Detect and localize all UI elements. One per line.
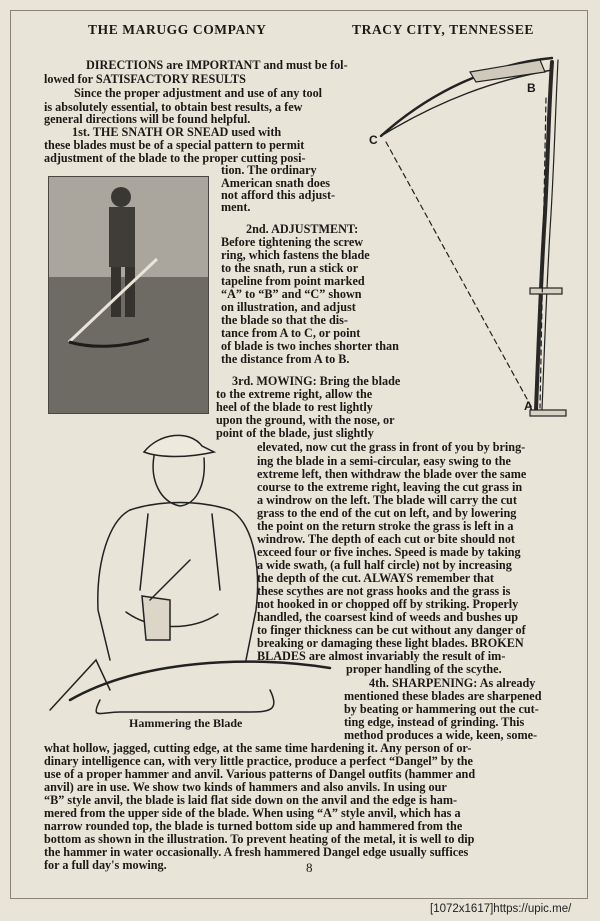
text-line: the point on the return stroke the grass is left in a [257,519,514,533]
text-line: heel of the blade to rest lightly [216,400,373,414]
text-line: adjustment of the blade to the proper cutting posi- [44,151,306,165]
text-line: tapeline from point marked [221,274,365,288]
text-line: what hollow, jagged, cutting edge, at the same time hardening it. Any person of or- [44,741,472,755]
text-line: general directions will be found helpful. [44,112,251,126]
text-line: exceed four or five inches. Speed is made by taking [257,545,521,559]
text-line: breaking or damaging these light blades. BROKEN [257,636,524,650]
text-line: ment. [221,200,251,214]
text-line: these blades must be of a special pattern to permit [44,138,305,152]
text-line: “B” style anvil, the blade is laid flat side down on the anvil and the edge is ham- [44,793,458,807]
text-line: for a full day's mowing. [44,858,167,872]
text-line: 4th. SHARPENING: As already [369,676,536,690]
text-line: the blade so that the dis- [221,313,348,327]
page-number: 8 [306,860,313,875]
text-line: these scythes are not grass hooks and the grass is [257,584,511,598]
text-line: not afford this adjust- [221,188,336,202]
text-line: ing the blade in a semi-circular, easy swing to the [257,454,511,468]
text-line: the hammer in water occasionally. A fresh hammered Dangel edge usually suffices [44,845,469,859]
text-line: narrow rounded top, the blade is turned bottom side up and hammered from the [44,819,463,833]
text-line: to finger thickness can be cut without any danger of [257,623,526,637]
text-line: grass to the end of the cut on left, and by lowering [257,506,517,520]
text-line: 2nd. ADJUSTMENT: [246,222,359,236]
text-line: “A” to “B” and “C” shown [221,287,362,301]
text-line: a windrow on the left. The blade will carry the cut [257,493,517,507]
label-c: C [369,133,378,147]
text-line: is absolutely essential, to obtain best results, a few [44,100,303,114]
source-credit: [1072x1617]https://upic.me/ [430,903,572,915]
text-line: course to the extreme right, leaving the cut grass in [257,480,523,494]
text-line: anvil) are in use. We show two kinds of hammers and also anvils. In using our [44,780,447,794]
text-line: windrow. The depth of each cut or bite should not [257,532,516,546]
text-line: the depth of the cut. ALWAYS remember that [257,571,494,585]
text-line: not hooked in or chopped off by striking. Properly [257,597,519,611]
label-b: B [527,81,536,95]
label-a: A [524,399,533,413]
text-line: bottom as shown in the illustration. To prevent heating of the metal, it is well to dip [44,832,475,846]
text-line: elevated, now cut the grass in front of you by bring- [257,440,526,454]
text-line: American snath does [221,176,331,190]
text-line: mentioned these blades are sharpened [344,689,542,703]
text-line: use of a proper hammer and anvil. Various patterns of Dangel outfits (hammer and [44,767,476,781]
text-line: by beating or hammering out the cut- [344,702,539,716]
text-line: extreme left, then withdraw the blade over the same [257,467,527,481]
text-line: 1st. THE SNATH OR SNEAD used with [72,125,282,139]
text-line: Since the proper adjustment and use of any tool [74,86,323,100]
text-line: lowed for SATISFACTORY RESULTS [44,72,246,86]
text-line: mered from the upper side of the blade. When using “A” style anvil, which has a [44,806,461,820]
text-line: Before tightening the screw [221,235,364,249]
text-line: tion. The ordinary [221,163,317,177]
text-line: to the snath, run a stick or [221,261,359,275]
text-line: ring, which fastens the blade [221,248,370,262]
text-line: upon the ground, with the nose, or [216,413,395,427]
text-line: the distance from A to B. [221,352,350,366]
text-line: BLADES are almost invariably the result of im- [257,649,506,663]
text-line: proper handling of the scythe. [346,662,502,676]
text-line: handled, the coarsest kind of weeds and bushes up [257,610,519,624]
text-line: a wide swath, (a full half circle) not by increasing [257,558,512,572]
text-line: on illustration, and adjust [221,300,356,314]
text-line: DIRECTIONS are IMPORTANT and must be fol- [86,58,348,72]
text-line: 3rd. MOWING: Bring the blade [232,374,401,388]
text-line: ting edge, instead of grinding. This [344,715,525,729]
header-location: TRACY CITY, TENNESSEE [352,22,535,37]
text-line: dinary intelligence can, with very little practice, produce a perfect “Dangel” by the [44,754,473,768]
text-line: to the extreme right, allow the [216,387,373,401]
illustration-caption: Hammering the Blade [129,716,243,730]
text-line: of blade is two inches shorter than [221,339,399,353]
text-line: point of the blade, just slightly [216,426,374,440]
text-line: tance from A to C, or point [221,326,361,340]
text-line: method produces a wide, keen, some- [344,728,538,742]
header-company: THE MARUGG COMPANY [88,22,267,37]
